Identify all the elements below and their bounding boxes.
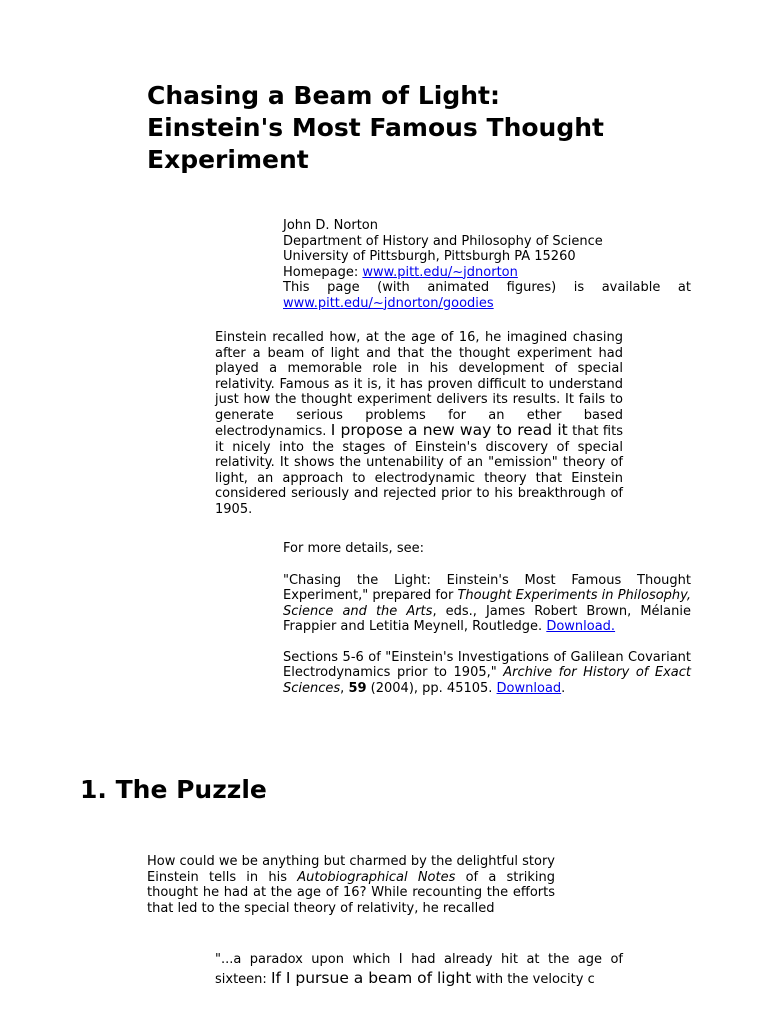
abstract-text-2: that fits it nicely into the stages of Einstein's discovery of special relativity. It shows the untenability of an "emission" theory of light, an approach to electrodynamic theory that Einstein considered seriously and rejected prior to his breakthrough of 1905.	[215, 424, 623, 517]
title-line-2: Einstein's Most Famous Thought	[147, 113, 604, 142]
reference-2-text: Sections 5-6 of "Einstein's Investigations of Galilean Covariant Electrodynamics prior to 1905,"	[283, 649, 691, 680]
details-block	[283, 541, 691, 696]
author-department: Department of History and Philosophy of Science	[283, 233, 603, 249]
reference-2-separator: ,	[340, 680, 349, 696]
title-line-1: Chasing a Beam of Light:	[147, 81, 500, 110]
puzzle-text-2: of a striking thought he had at the age of 16? While recounting the efforts that led to the special theory of relativity, he recalled	[147, 869, 555, 916]
abstract-emphasis: I propose a new way to read it	[330, 421, 568, 439]
puzzle-book-title: Autobiographical Notes	[297, 869, 456, 885]
homepage-link[interactable]: www.pitt.edu/~jdnorton	[362, 264, 518, 280]
availability-line	[283, 296, 691, 312]
goodies-link[interactable]: www.pitt.edu/~jdnorton/goodies	[283, 295, 494, 311]
reference-2-journal: Archive for History of Exact Sciences	[283, 665, 691, 696]
reference-1-editors: , eds., James Robert Brown, Mélanie Frappier and Letitia Meynell, Routledge.	[283, 603, 691, 634]
abstract-paragraph	[215, 330, 623, 517]
abstract-text-1: Einstein recalled how, at the age of 16, he imagined chasing after a beam of light and that the thought experiment had played a memorable role in his development of special relativity. Famous as it is, it has proven difficult to understand just how the thought experiment delivers its results. It fails to generate serious problems for an ether based electrodynamics.	[215, 330, 623, 439]
author-homepage	[283, 265, 691, 281]
quote-emphasis: If I pursue a beam of light	[270, 969, 472, 987]
section-heading-puzzle: 1. The Puzzle	[80, 775, 267, 804]
reference-2	[283, 650, 691, 697]
page-title	[147, 80, 707, 176]
reference-2-volume: 59	[348, 680, 367, 696]
puzzle-paragraph	[147, 854, 555, 916]
author-block	[283, 218, 691, 311]
puzzle-text-1: How could we be anything but charmed by the delightful story Einstein tells in his	[147, 854, 555, 885]
author-university: University of Pittsburgh, Pittsburgh PA 15260	[283, 249, 576, 264]
reference-1	[283, 573, 691, 635]
reference-1-text: "Chasing the Light: Einstein's Most Famous Thought Experiment," prepared for	[283, 572, 691, 603]
title-line-3: Experiment	[147, 145, 309, 174]
reference-2-end: .	[561, 680, 566, 696]
reference-2-pages: (2004), pp. 45105.	[366, 680, 497, 696]
quote-text-1: "...a paradox upon which I had already hit at the age of sixteen:	[215, 952, 623, 987]
reference-1-book-title: Thought Experiments in Philosophy, Science and the Arts	[283, 588, 691, 619]
author-name: John D. Norton	[283, 218, 378, 233]
availability-text: This page (with animated figures) is available at	[283, 280, 691, 295]
reference-2-download-link[interactable]: Download	[496, 680, 562, 696]
reference-1-download-link[interactable]: Download.	[546, 619, 616, 634]
quote-text-2: with the velocity c	[471, 972, 595, 987]
details-intro: For more details, see:	[283, 541, 424, 556]
einstein-quote	[215, 950, 623, 989]
homepage-label: Homepage:	[283, 264, 363, 280]
